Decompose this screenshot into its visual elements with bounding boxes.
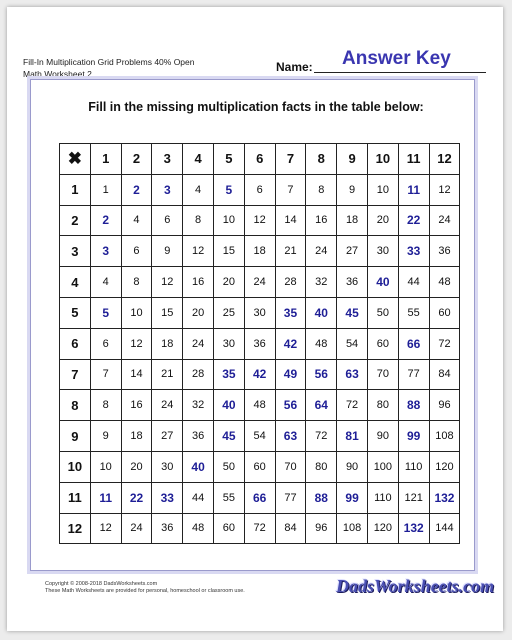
product-cell: 108 xyxy=(337,513,368,544)
name-label: Name: xyxy=(276,60,313,74)
product-cell: 21 xyxy=(275,236,306,267)
product-cell: 24 xyxy=(183,328,214,359)
copyright-text: Copyright © 2008-2018 DadsWorksheets.com xyxy=(45,581,158,587)
product-cell: 80 xyxy=(306,451,337,482)
name-field xyxy=(276,50,486,74)
instructions: Fill in the missing multiplication facts in the table below: xyxy=(88,100,424,114)
answer-cell: 33 xyxy=(398,236,429,267)
column-header: 4 xyxy=(183,144,214,175)
product-cell: 12 xyxy=(429,174,460,205)
product-cell: 8 xyxy=(306,174,337,205)
product-cell: 120 xyxy=(429,451,460,482)
product-cell: 6 xyxy=(244,174,275,205)
product-cell: 72 xyxy=(244,513,275,544)
answer-cell: 132 xyxy=(398,513,429,544)
product-cell: 72 xyxy=(337,390,368,421)
product-cell: 77 xyxy=(275,482,306,513)
product-cell: 100 xyxy=(367,451,398,482)
product-cell: 60 xyxy=(429,297,460,328)
grid-row xyxy=(60,328,460,359)
product-cell: 20 xyxy=(183,297,214,328)
product-cell: 10 xyxy=(90,451,121,482)
product-cell: 60 xyxy=(367,328,398,359)
product-cell: 55 xyxy=(213,482,244,513)
product-cell: 108 xyxy=(429,421,460,452)
product-cell: 21 xyxy=(152,359,183,390)
product-cell: 77 xyxy=(398,359,429,390)
product-cell: 48 xyxy=(183,513,214,544)
product-cell: 60 xyxy=(244,451,275,482)
column-header: 2 xyxy=(121,144,152,175)
row-header: 2 xyxy=(60,205,91,236)
product-cell: 18 xyxy=(121,421,152,452)
product-cell: 24 xyxy=(152,390,183,421)
answer-cell: 99 xyxy=(337,482,368,513)
product-cell: 32 xyxy=(183,390,214,421)
answer-cell: 40 xyxy=(306,297,337,328)
product-cell: 4 xyxy=(121,205,152,236)
row-header: 4 xyxy=(60,267,91,298)
product-cell: 4 xyxy=(183,174,214,205)
product-cell: 80 xyxy=(367,390,398,421)
product-cell: 30 xyxy=(152,451,183,482)
answer-key-label: Answer Key xyxy=(342,48,451,69)
product-cell: 24 xyxy=(244,267,275,298)
grid-row xyxy=(60,174,460,205)
column-header: 5 xyxy=(213,144,244,175)
product-cell: 18 xyxy=(152,328,183,359)
footer xyxy=(45,581,245,595)
answer-cell: 64 xyxy=(306,390,337,421)
product-cell: 36 xyxy=(244,328,275,359)
product-cell: 18 xyxy=(244,236,275,267)
product-cell: 20 xyxy=(121,451,152,482)
product-cell: 12 xyxy=(152,267,183,298)
row-header: 9 xyxy=(60,421,91,452)
product-cell: 70 xyxy=(367,359,398,390)
header-row xyxy=(60,144,460,175)
grid-row xyxy=(60,359,460,390)
product-cell: 27 xyxy=(152,421,183,452)
answer-cell: 2 xyxy=(90,205,121,236)
product-cell: 6 xyxy=(121,236,152,267)
answer-cell: 40 xyxy=(367,267,398,298)
product-cell: 6 xyxy=(152,205,183,236)
product-cell: 54 xyxy=(337,328,368,359)
column-header: 11 xyxy=(398,144,429,175)
product-cell: 36 xyxy=(429,236,460,267)
worksheet-title-line1: Fill-In Multiplication Grid Problems 40% Open xyxy=(23,57,195,67)
grid-row xyxy=(60,390,460,421)
column-header: 3 xyxy=(152,144,183,175)
product-cell: 25 xyxy=(213,297,244,328)
product-cell: 55 xyxy=(398,297,429,328)
column-header: 9 xyxy=(337,144,368,175)
product-cell: 24 xyxy=(121,513,152,544)
product-cell: 28 xyxy=(275,267,306,298)
row-header: 11 xyxy=(60,482,91,513)
product-cell: 36 xyxy=(152,513,183,544)
usage-note: These Math Worksheets are provided for personal, homeschool or classroom use. xyxy=(45,588,245,594)
product-cell: 12 xyxy=(244,205,275,236)
product-cell: 24 xyxy=(306,236,337,267)
product-cell: 9 xyxy=(152,236,183,267)
product-cell: 16 xyxy=(306,205,337,236)
product-cell: 1 xyxy=(90,174,121,205)
answer-cell: 66 xyxy=(398,328,429,359)
product-cell: 44 xyxy=(183,482,214,513)
column-header: 8 xyxy=(306,144,337,175)
product-cell: 30 xyxy=(213,328,244,359)
product-cell: 30 xyxy=(244,297,275,328)
answer-cell: 49 xyxy=(275,359,306,390)
product-cell: 110 xyxy=(367,482,398,513)
product-cell: 16 xyxy=(183,267,214,298)
product-cell: 50 xyxy=(367,297,398,328)
product-cell: 96 xyxy=(306,513,337,544)
product-cell: 20 xyxy=(367,205,398,236)
row-header: 1 xyxy=(60,174,91,205)
answer-cell: 42 xyxy=(275,328,306,359)
product-cell: 60 xyxy=(213,513,244,544)
answer-cell: 45 xyxy=(213,421,244,452)
product-cell: 24 xyxy=(429,205,460,236)
answer-cell: 3 xyxy=(152,174,183,205)
product-cell: 96 xyxy=(429,390,460,421)
worksheet-title-line2: Math Worksheet 2 xyxy=(23,69,92,79)
grid-row xyxy=(60,297,460,328)
product-cell: 10 xyxy=(121,297,152,328)
product-cell: 36 xyxy=(337,267,368,298)
product-cell: 90 xyxy=(367,421,398,452)
grid-row xyxy=(60,267,460,298)
product-cell: 10 xyxy=(213,205,244,236)
product-cell: 50 xyxy=(213,451,244,482)
grid-row xyxy=(60,236,460,267)
product-cell: 20 xyxy=(213,267,244,298)
answer-cell: 56 xyxy=(275,390,306,421)
product-cell: 121 xyxy=(398,482,429,513)
grid-row xyxy=(60,205,460,236)
product-cell: 72 xyxy=(429,328,460,359)
answer-cell: 88 xyxy=(306,482,337,513)
answer-cell: 11 xyxy=(90,482,121,513)
row-header: 6 xyxy=(60,328,91,359)
row-header: 5 xyxy=(60,297,91,328)
product-cell: 15 xyxy=(213,236,244,267)
answer-cell: 5 xyxy=(90,297,121,328)
product-cell: 72 xyxy=(306,421,337,452)
product-cell: 14 xyxy=(275,205,306,236)
product-cell: 30 xyxy=(367,236,398,267)
product-cell: 4 xyxy=(90,267,121,298)
answer-cell: 11 xyxy=(398,174,429,205)
product-cell: 9 xyxy=(90,421,121,452)
answer-cell: 33 xyxy=(152,482,183,513)
column-header: 12 xyxy=(429,144,460,175)
product-cell: 7 xyxy=(90,359,121,390)
product-cell: 110 xyxy=(398,451,429,482)
answer-cell: 40 xyxy=(213,390,244,421)
answer-cell: 63 xyxy=(337,359,368,390)
column-header: 7 xyxy=(275,144,306,175)
product-cell: 15 xyxy=(152,297,183,328)
name-underline xyxy=(314,72,486,73)
product-cell: 120 xyxy=(367,513,398,544)
answer-cell: 35 xyxy=(213,359,244,390)
answer-cell: 42 xyxy=(244,359,275,390)
answer-cell: 56 xyxy=(306,359,337,390)
product-cell: 144 xyxy=(429,513,460,544)
answer-cell: 63 xyxy=(275,421,306,452)
product-cell: 32 xyxy=(306,267,337,298)
product-cell: 6 xyxy=(90,328,121,359)
product-cell: 8 xyxy=(90,390,121,421)
answer-cell: 5 xyxy=(213,174,244,205)
column-header: 10 xyxy=(367,144,398,175)
row-header: 12 xyxy=(60,513,91,544)
product-cell: 8 xyxy=(183,205,214,236)
answer-cell: 88 xyxy=(398,390,429,421)
product-cell: 54 xyxy=(244,421,275,452)
product-cell: 70 xyxy=(275,451,306,482)
row-header: 7 xyxy=(60,359,91,390)
product-cell: 9 xyxy=(337,174,368,205)
worksheet-title xyxy=(23,56,194,80)
column-header: 6 xyxy=(244,144,275,175)
product-cell: 48 xyxy=(306,328,337,359)
grid-row xyxy=(60,451,460,482)
multiply-icon: ✖ xyxy=(60,144,91,175)
answer-cell: 22 xyxy=(121,482,152,513)
grid-row xyxy=(60,513,460,544)
answer-cell: 81 xyxy=(337,421,368,452)
product-cell: 7 xyxy=(275,174,306,205)
answer-cell: 3 xyxy=(90,236,121,267)
product-cell: 84 xyxy=(275,513,306,544)
row-header: 3 xyxy=(60,236,91,267)
answer-cell: 22 xyxy=(398,205,429,236)
product-cell: 36 xyxy=(183,421,214,452)
product-cell: 84 xyxy=(429,359,460,390)
product-cell: 48 xyxy=(429,267,460,298)
answer-cell: 35 xyxy=(275,297,306,328)
product-cell: 12 xyxy=(121,328,152,359)
product-cell: 14 xyxy=(121,359,152,390)
answer-cell: 132 xyxy=(429,482,460,513)
grid-row xyxy=(60,421,460,452)
answer-cell: 2 xyxy=(121,174,152,205)
product-cell: 28 xyxy=(183,359,214,390)
product-cell: 48 xyxy=(244,390,275,421)
product-cell: 8 xyxy=(121,267,152,298)
product-cell: 44 xyxy=(398,267,429,298)
answer-cell: 45 xyxy=(337,297,368,328)
answer-cell: 40 xyxy=(183,451,214,482)
column-header: 1 xyxy=(90,144,121,175)
product-cell: 16 xyxy=(121,390,152,421)
product-cell: 90 xyxy=(337,451,368,482)
row-header: 10 xyxy=(60,451,91,482)
product-cell: 12 xyxy=(90,513,121,544)
product-cell: 18 xyxy=(337,205,368,236)
product-cell: 12 xyxy=(183,236,214,267)
product-cell: 10 xyxy=(367,174,398,205)
row-header: 8 xyxy=(60,390,91,421)
product-cell: 27 xyxy=(337,236,368,267)
grid-row xyxy=(60,482,460,513)
dadsworksheets-logo: DadsWorksheets.com xyxy=(336,576,495,596)
multiplication-grid xyxy=(59,143,460,544)
answer-cell: 66 xyxy=(244,482,275,513)
answer-cell: 99 xyxy=(398,421,429,452)
